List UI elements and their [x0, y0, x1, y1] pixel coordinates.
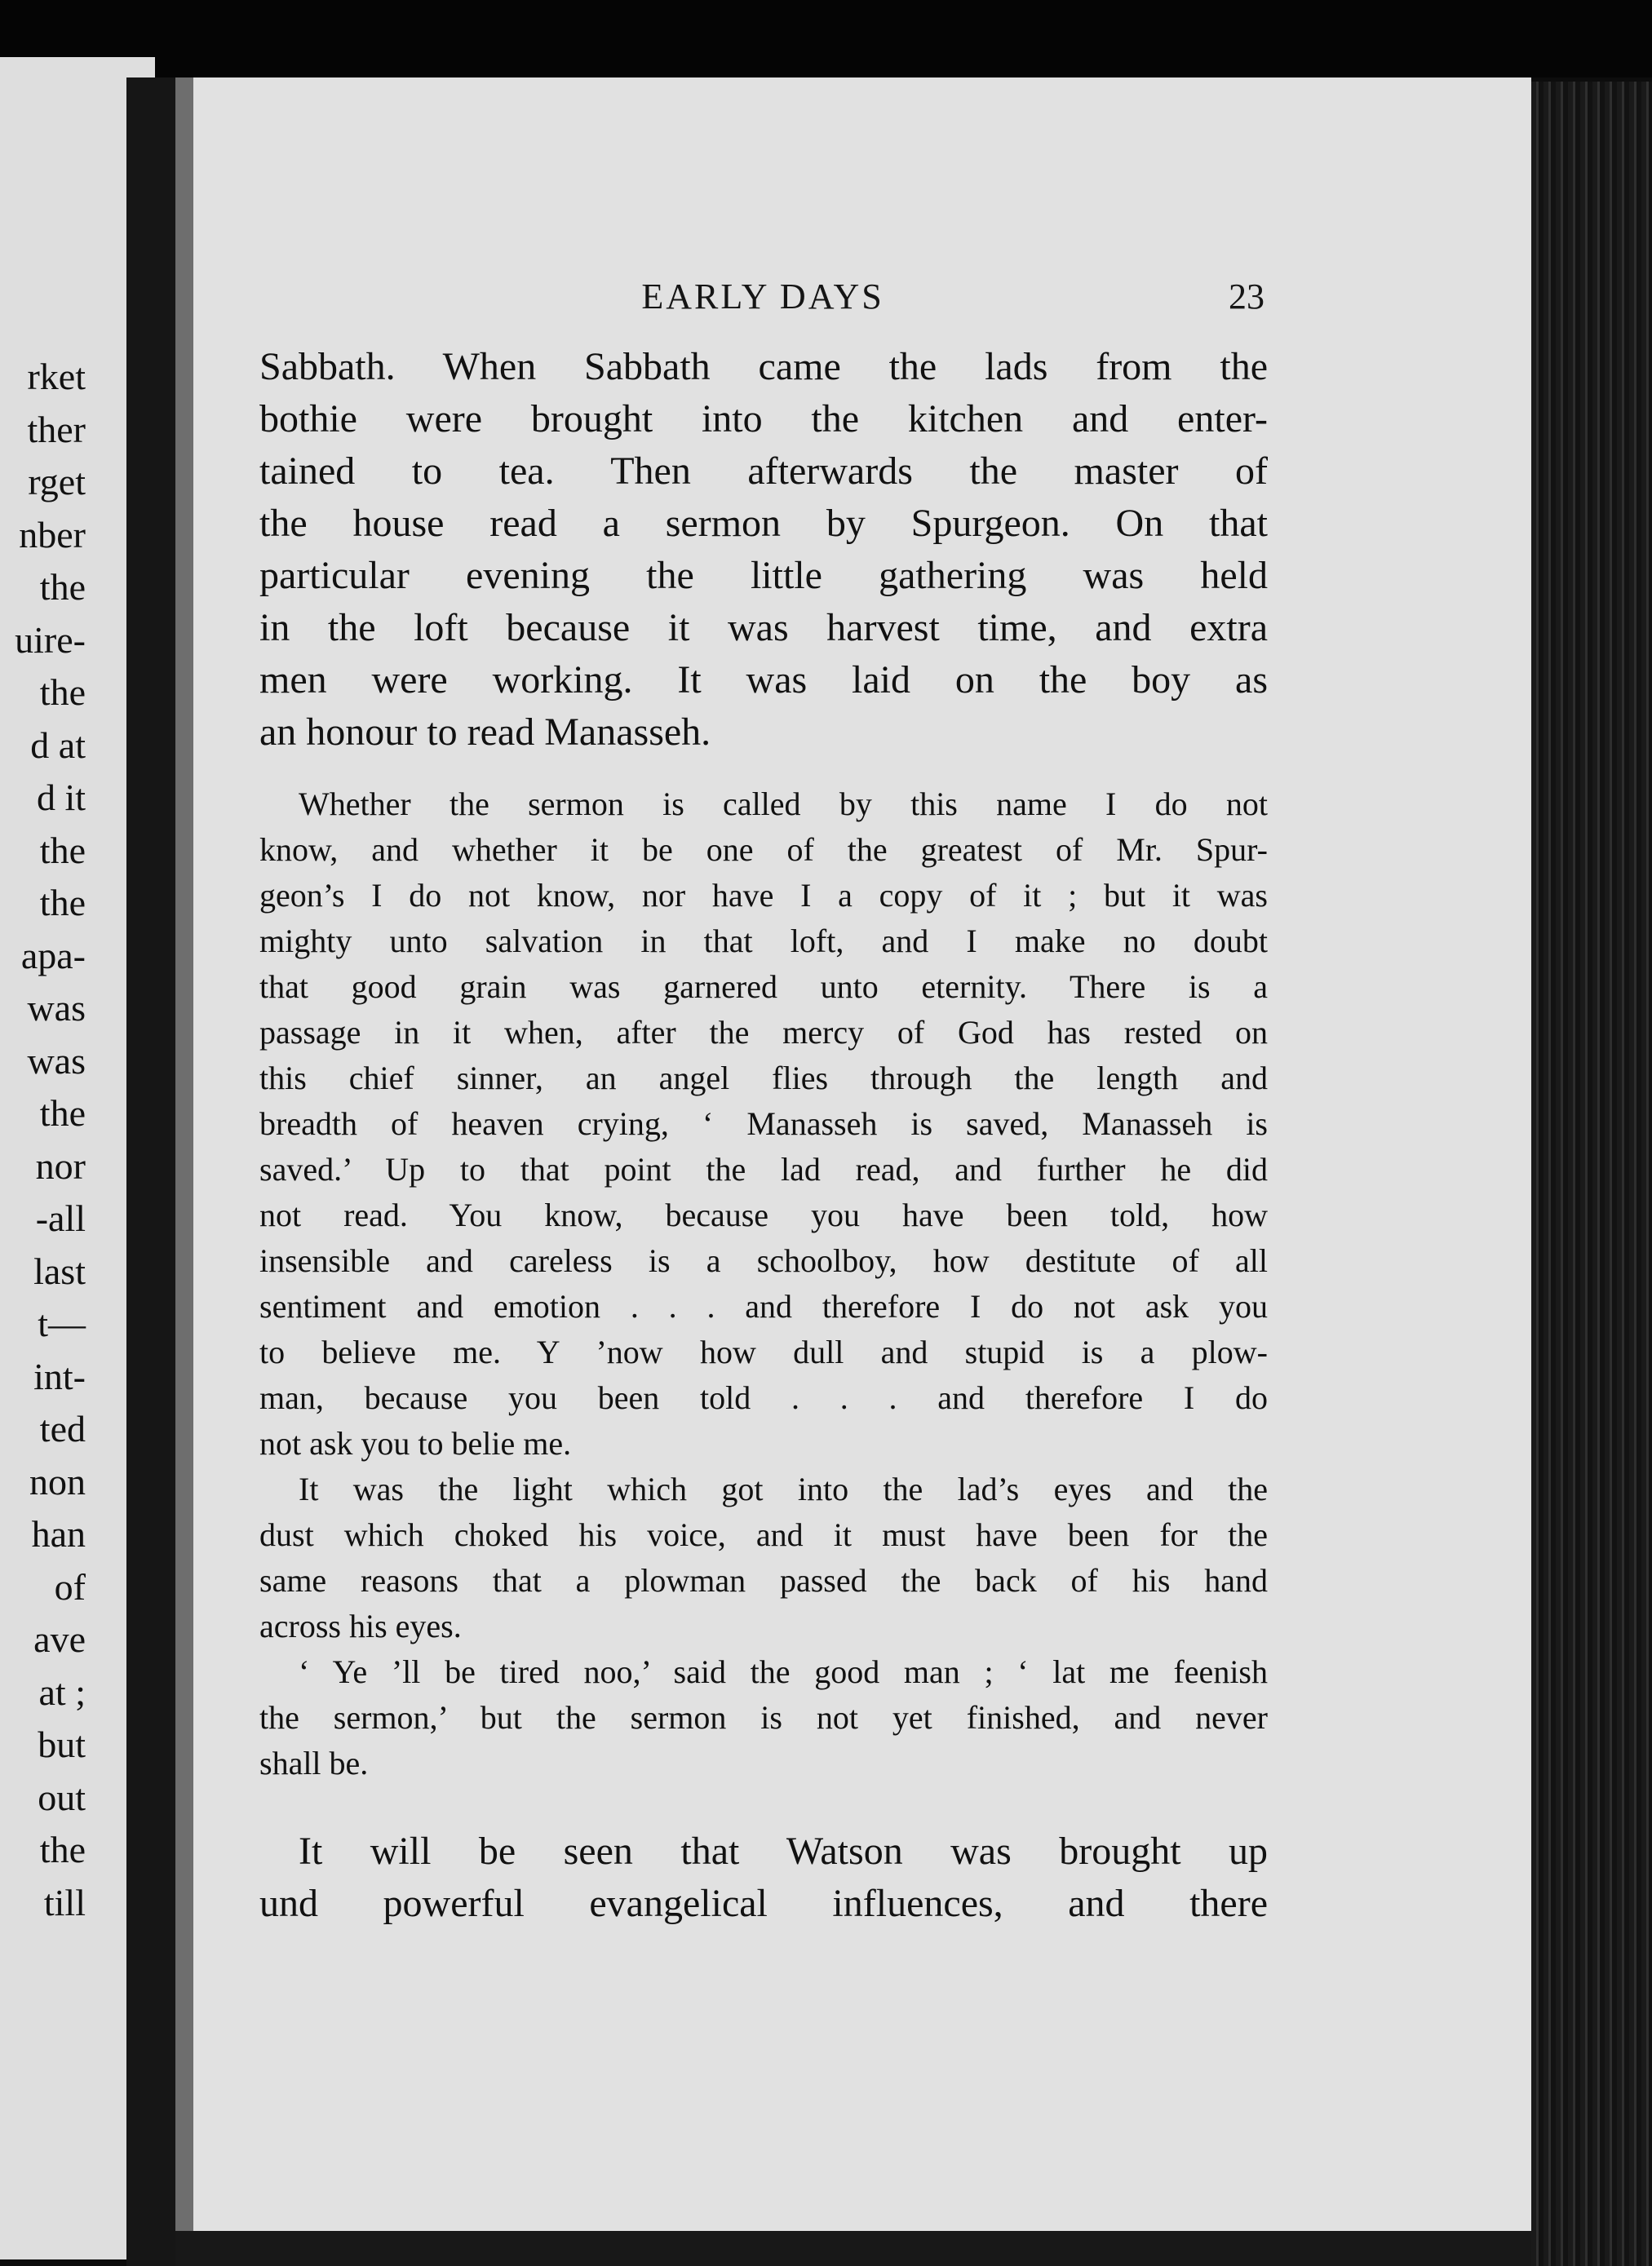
paragraph-2: [259, 1826, 1268, 1930]
paragraph-1: [259, 341, 1268, 759]
left-page-fragment: apa-: [20, 934, 86, 976]
left-page-fragment: of: [54, 1565, 86, 1608]
left-page-fragment: the: [39, 829, 86, 871]
text-line: that good grain was garnered unto eternity. There is a: [259, 968, 1268, 1005]
text-line: the house read a sermon by Spurgeon. On that: [259, 502, 1268, 545]
text-line: Whether the sermon is called by this name I do not: [299, 786, 1268, 822]
text-line: to believe me. Y ’now how dull and stupid is a plow-: [259, 1334, 1268, 1370]
text-line: man, because you been told . . . and therefore I do: [259, 1379, 1268, 1416]
left-page-fragment: the: [39, 566, 86, 608]
scan-bottom-border: [175, 2231, 1531, 2266]
text-line: passage in it when, after the mercy of God has rested on: [259, 1014, 1268, 1051]
text-line: particular evening the little gathering was held: [259, 554, 1268, 597]
left-page-fragment: rget: [28, 461, 86, 502]
left-page-fragment: t—: [38, 1303, 86, 1344]
left-page-fragment: d it: [36, 777, 86, 818]
left-page-fragment: the: [39, 882, 86, 923]
left-page-fragment: was: [27, 1039, 86, 1082]
left-page-fragment: d at: [30, 724, 86, 766]
text-line: ‘ Ye ’ll be tired noo,’ said the good man ; ‘ lat me feenish: [299, 1653, 1268, 1690]
left-page-fragment: nor: [35, 1144, 86, 1187]
left-page-fragment: uire-: [15, 618, 86, 661]
text-line: the sermon,’ but the sermon is not yet finished, and never: [259, 1699, 1268, 1736]
left-page-fragment: at ;: [38, 1671, 86, 1713]
left-page-fragment: ther: [27, 408, 86, 450]
text-line: this chief sinner, an angel flies through the length and: [259, 1060, 1268, 1096]
text-line: know, and whether it be one of the greatest of Mr. Spur-: [259, 831, 1268, 868]
left-page-fragment: but: [38, 1724, 86, 1765]
text-line: an honour to read Manasseh.: [259, 710, 711, 754]
left-page-fragment: out: [38, 1776, 86, 1818]
text-line: bothie were brought into the kitchen and enter-: [259, 397, 1268, 440]
text-line: sentiment and emotion . . . and therefore I do not ask you: [259, 1288, 1268, 1325]
text-line: same reasons that a plowman passed the back of his hand: [259, 1562, 1268, 1599]
text-line: men were working. It was laid on the boy as: [259, 658, 1268, 701]
left-page-fragment: nber: [19, 513, 86, 555]
left-page-fragment: rket: [27, 356, 86, 397]
text-line: It was the light which got into the lad’s eyes and the: [299, 1471, 1268, 1507]
text-line: Sabbath. When Sabbath came the lads from the: [259, 345, 1268, 388]
text-line: It will be seen that Watson was brought up: [299, 1830, 1268, 1873]
text-line: geon’s I do not know, nor have I a copy of it ; but it was: [259, 877, 1268, 914]
gutter-edge: [175, 77, 193, 2266]
page-number: 23: [1229, 277, 1264, 316]
text-line: shall be.: [259, 1745, 369, 1781]
text-line: breadth of heaven crying, ‘ Manasseh is saved, Manasseh is: [259, 1105, 1268, 1142]
left-page-fragment: last: [33, 1250, 86, 1292]
text-line: und powerful evangelical influences, and there: [259, 1882, 1268, 1925]
running-head: [261, 276, 1264, 325]
left-page-fragment: the: [39, 1092, 86, 1134]
scan-top-border: [0, 0, 1652, 77]
left-page-fragment: the: [39, 671, 86, 713]
text-line: saved.’ Up to that point the lad read, and further he did: [259, 1151, 1268, 1188]
book-fore-edge: [1531, 82, 1652, 2266]
left-page-fragment: was: [27, 987, 86, 1029]
text-line: in the loft because it was harvest time, and extra: [259, 606, 1268, 649]
left-page-fragment: non: [29, 1460, 86, 1503]
left-page-fragment: ave: [33, 1618, 86, 1660]
left-page-fragment: ted: [39, 1408, 86, 1449]
text-line: insensible and careless is a schoolboy, how destitute of all: [259, 1242, 1268, 1279]
quoted-passage: [259, 781, 1268, 1786]
text-line: not ask you to belie me.: [259, 1425, 572, 1462]
text-line: across his eyes.: [259, 1608, 462, 1644]
text-line: mighty unto salvation in that loft, and I make no doubt: [259, 923, 1268, 959]
book-gutter: [126, 77, 175, 2266]
running-title: EARLY DAYS: [641, 277, 884, 316]
text-line: tained to tea. Then afterwards the master of: [259, 449, 1268, 493]
left-page-fragment: int-: [33, 1355, 86, 1397]
left-page-fragment: -all: [35, 1197, 86, 1239]
left-page-fragment: till: [43, 1881, 86, 1923]
text-line: not read. You know, because you have been told, how: [259, 1197, 1268, 1233]
text-line: dust which choked his voice, and it must have been for the: [259, 1516, 1268, 1553]
left-page-fragment: han: [31, 1513, 86, 1555]
left-page-fragment: the: [39, 1829, 86, 1870]
